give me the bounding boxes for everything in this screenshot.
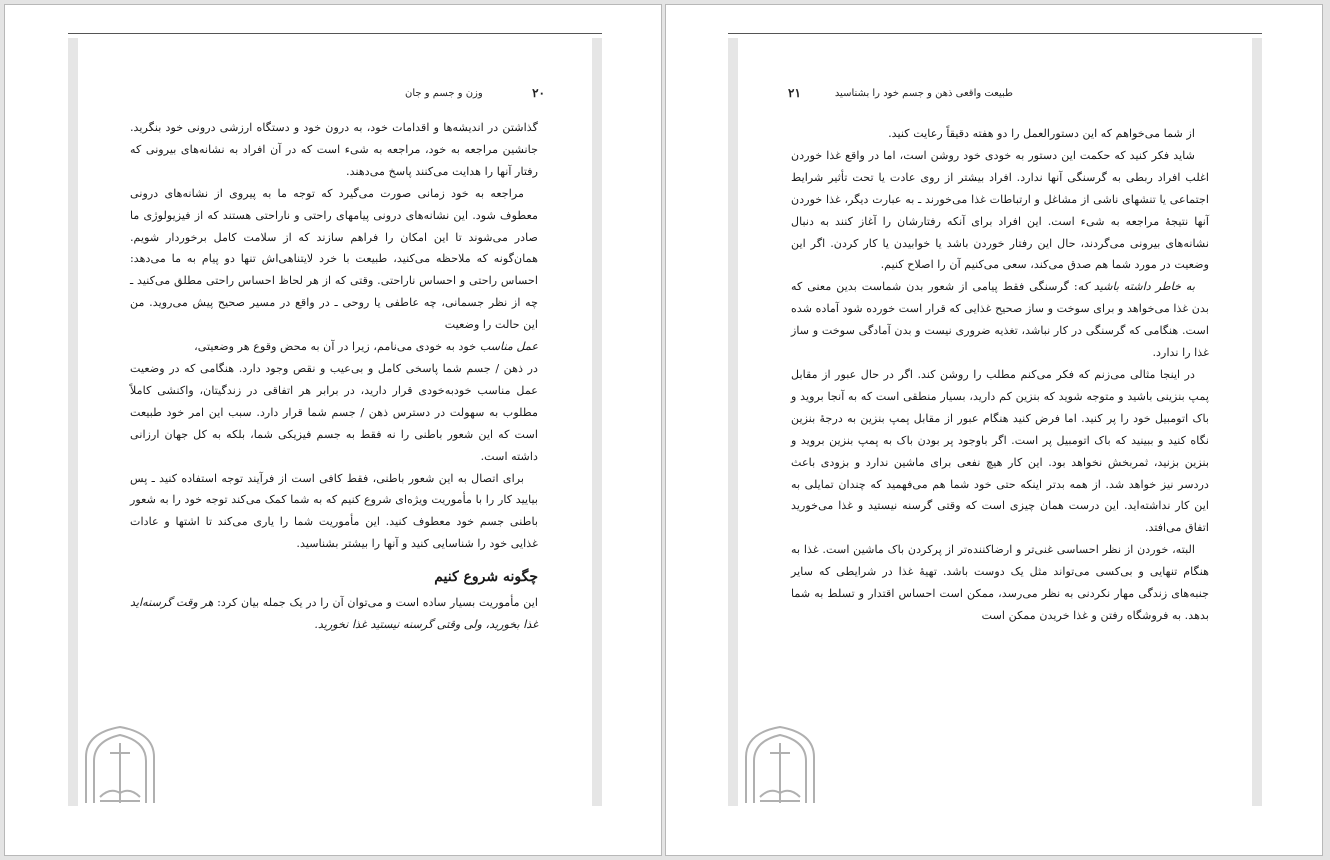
header-title: طبیعت واقعی ذهن و جسم خود را بشناسید (834, 87, 1013, 99)
paragraph: از شما می‌خواهم که این دستورالعمل را دو هفته دقیقاً رعایت کنید. (888, 127, 1195, 140)
closing-italic: هر وقت گرسنه‌اید غذا بخورید، ولی وقتی گرسنه نیستید غذا نخورید. (130, 596, 538, 632)
italic-phrase: به خاطر داشته باشید که (1077, 280, 1196, 294)
paragraph: البته، خوردن از نظر احساسی غنی‌تر و ارضاکننده‌تر از پرکردن باک ماشین است. غذا به هنگام تنهایی و بی‌کسی می‌تواند مثل یک دوست باشد. تهیهٔ غذا در شرایطی که سایر جنبه‌های زندگی مهار نکردنی به نظر می‌رسد، ممکن است احساس اقتدار و تسلط به شما بدهد. به فروشگاه رفتن و غذا خریدن ممکن است (791, 543, 1209, 622)
running-header (788, 83, 1013, 103)
paragraph-italic-line (791, 276, 1209, 364)
book-seal-icon (740, 723, 820, 805)
page-gutter-right (1252, 38, 1262, 806)
paragraph-italic-line (130, 336, 538, 358)
page-number: ۲۰ (532, 86, 545, 100)
top-rule (68, 33, 602, 34)
page-body (791, 123, 1209, 627)
page-gutter-left (728, 38, 738, 806)
page-body (130, 117, 538, 636)
page-gutter-right (592, 38, 602, 806)
paragraph-tail: خود به خودی می‌نامم، زیرا در آن به محض وقوع هر وضعیتی، (194, 340, 480, 354)
paragraph: در ذهن / جسم شما پاسخی کامل و بی‌عیب و نقص وجود دارد. هنگامی که در وضعیت عمل مناسب خودبه‌خودی قرار دارید، در برابر هر اتفاقی در زندگیتان، واکنشی کاملاً مطلوب به سهولت در دسترس ذهن / جسم شما قرار دارد. سبب این امر خود طبیعت است که این شعور باطنی را نه فقط به جسم فیزیکی شما، بلکه به کل جهان ارزانی داشته است. (130, 361, 538, 463)
page-number: ۲۱ (788, 86, 801, 100)
paragraph: شاید فکر کنید که حکمت این دستور به خودی خود روشن است، اما در واقع غذا خوردن اغلب افراد ربطی به گرسنگی آنها ندارد. افراد بیشتر از روی عادت یا تحت تأثیر شرایط اجتماعی یا تنشهای ناشی از مشاغل و ارتباطات غذا می‌خورند ـ به عبارت دیگر، غذا خوردن آنها نتیجهٔ مراجعه به شیء است. این افراد برای آنکه رفتارشان را آغاز کنند به دنبال نشانه‌های بیرونی می‌گردند، حال این رفتار خوردن باشد یا خوابیدن یا کار کردن. اگر این وضعیت در مورد شما هم صدق می‌کند، سعی می‌کنیم آن را اصلاح کنیم. (791, 148, 1209, 272)
page-panel-left[interactable] (4, 4, 662, 856)
paragraph: برای اتصال به این شعور باطنی، فقط کافی است از فرآیند توجه استفاده کنید ـ پس بیایید کار را با مأموریت ویژه‌ای شروع کنیم که به شما کمک می‌کند توجه خود را به شعور باطنی جسم خود معطوف کنید. این مأموریت شما را یاری می‌کند تا اشتها و عادات غذایی خود را شناسایی کنید و آنها را بیشتر بشناسید. (130, 471, 538, 551)
paragraph: گذاشتن در اندیشه‌ها و اقدامات خود، به درون خود و دستگاه ارزشی درونی خود بنگرید. جانشین مراجعه به خود، مراجعه به شیء است که در آن افراد به نشانه‌های بیرونی که رفتار آنها را هدایت می‌کنند پاسخ می‌دهند. (130, 121, 538, 178)
page-gutter-left (68, 38, 78, 806)
paragraph: مراجعه به خود زمانی صورت می‌گیرد که توجه ما به پیروی از نشانه‌های درونی معطوف شود. این نشانه‌های درونی پیامهای راحتی و ناراحتی هستند که از فیزیولوژی ما صادر می‌شوند تا این امکان را فراهم سازند که از سلامت کامل برخوردار شویم. همان‌گونه که ملاحظه می‌کنید، طبیعت با خرد لایتناهی‌اش تنها دو پیام به ما می‌دهد: احساس راحتی و احساس ناراحتی. وقتی که از هر لحاظ احساس راحتی مطلق می‌کنید ـ چه از نظر جسمانی، چه عاطفی یا روحی ـ در واقع در مسیر صحیح پیش می‌روید. من این حالت را وضعیت (130, 186, 538, 332)
section-heading: چگونه شروع کنیم (434, 569, 538, 586)
closing-paragraph (130, 592, 538, 636)
page-panel-right[interactable] (665, 4, 1323, 856)
header-title: وزن و جسم و جان (405, 87, 483, 99)
book-seal-icon (80, 723, 160, 805)
closing-plain: این مأموریت بسیار ساده است و می‌توان آن را در یک جمله بیان کرد: (213, 596, 539, 610)
italic-phrase: عمل مناسب (479, 340, 538, 354)
paragraph-tail: : گرسنگی فقط پیامی از شعور بدن شماست بدین معنی که بدن غذا می‌خواهد و برای سوخت و ساز صحیح غذایی که قرار است خورده شود آماده شده است. هنگامی که گرسنگی در کار نباشد، تغذیه ضروری نیست و بدن آمادگی سوخت و ساز غذا را ندارد. (791, 280, 1209, 360)
paragraph: در اینجا مثالی می‌زنم که فکر می‌کنم مطلب را روشن کند. اگر در حال عبور از مقابل پمپ بنزینی باشید و متوجه شوید که بنزین کم دارید، بسیار منطقی است که به آنجا بروید و باک اتومبیل خود را پر کنید. اما فرض کنید هنگام عبور از مقابل پمپ بنزین به درجهٔ بنزین نگاه کنید و ببینید که باک اتومبیل پر است. اگر باوجود پر بودن باک به پمپ بنزین بروید و بنزین بزنید، ثمربخش نخواهد بود. این کار هیچ نفعی برای ماشین ندارد و بزودی باعث دردسر نیز خواهد شد. از همه بدتر اینکه حتی خود شما هم می‌فهمید که چندان تمایلی به این کار نداشته‌اید. این درست همان چیزی است که وقتی گرسنه نیستید و غذا می‌خورید اتفاق می‌افتد. (791, 367, 1209, 535)
top-rule (728, 33, 1262, 34)
running-header (405, 83, 545, 103)
